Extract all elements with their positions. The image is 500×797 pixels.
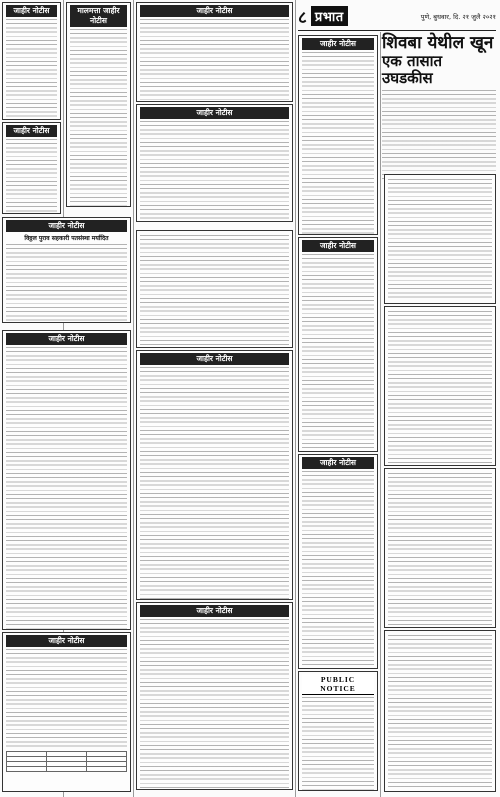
notice-title: मालमत्ता जाहीर नोटीस [70,5,127,27]
notice-body [6,244,127,323]
headline-title-line1: शिवबा येथील खून [382,33,494,53]
notice-col7-b [384,306,496,466]
newspaper-logo: प्रभात [311,6,348,26]
notice-table [6,751,127,772]
notice-title: जाहीर नोटीस [140,107,289,119]
page-number: ८ [298,7,307,28]
notice-body [70,29,127,207]
notice-body [140,367,289,599]
notice-title: जाहीर नोटीस [140,5,289,17]
notice-col5-mid [136,350,293,600]
notice-mid-banner [2,217,131,323]
notice-title: जाहीर नोटीस [140,353,289,365]
column-7 [382,172,498,797]
notice-body [140,19,289,102]
notice-col6-mid [298,237,378,452]
notice-col2-top [66,2,131,207]
notice-title: जाहीर नोटीस [140,605,289,617]
notice-col3-mid [136,104,293,222]
notice-title: जाहीर नोटीस [302,457,374,469]
notice-col4-mid [2,632,131,792]
notice-body [302,471,374,669]
notice-title: जाहीर नोटीस [6,5,57,17]
notice-col7-a [384,174,496,304]
notice-body [6,19,57,119]
notice-body [388,473,492,625]
notice-title: जाहीर नोटीस [302,240,374,252]
notice-body [302,697,374,791]
column-2 [64,0,133,210]
column-rule [380,32,381,797]
notice-body [6,347,127,630]
notice-body [388,635,492,789]
column-6 [296,33,380,797]
notice-col7-d [384,630,496,792]
notice-col5-top [136,230,293,348]
public-notice-title: PUBLIC NOTICE [302,674,374,695]
notice-body [302,254,374,452]
notice-col1-top [2,2,61,120]
notice-body [140,235,289,345]
headline-article [382,34,496,180]
headline-body [382,90,496,180]
notice-col1-mid [2,122,61,214]
notice-subtitle: विठ्ठल पुराव सहकारी पतसंस्था मर्यादित [24,235,109,242]
notice-col5-low [136,602,293,790]
dateline: पुणे, बुधवार, दि. २१ जुलै २०२१ [420,12,496,21]
notice-col3-top [136,2,293,102]
banner-notice-container [0,215,133,325]
notice-body [6,139,57,214]
notice-title: जाहीर नोटीस [6,635,127,647]
public-notice [298,671,378,791]
notice-col7-c [384,468,496,628]
notice-body [388,179,492,301]
notice-col6-low [298,454,378,669]
column-5 [134,228,295,797]
notice-body [388,311,492,463]
notice-body [140,619,289,789]
notice-title: जाहीर नोटीस [6,220,127,232]
notice-body [6,649,127,749]
column-4 [0,328,133,797]
notice-title: जाहीर नोटीस [302,38,374,50]
masthead [298,2,496,31]
column-3 [134,0,295,225]
notice-body [302,52,374,235]
notice-col6-top [298,35,378,235]
headline-title-line2: एक तासात उघडकीस [382,52,443,87]
notice-col4-top [2,330,131,630]
notice-title: जाहीर नोटीस [6,333,127,345]
notice-title: जाहीर नोटीस [6,125,57,137]
notice-body [140,121,289,221]
